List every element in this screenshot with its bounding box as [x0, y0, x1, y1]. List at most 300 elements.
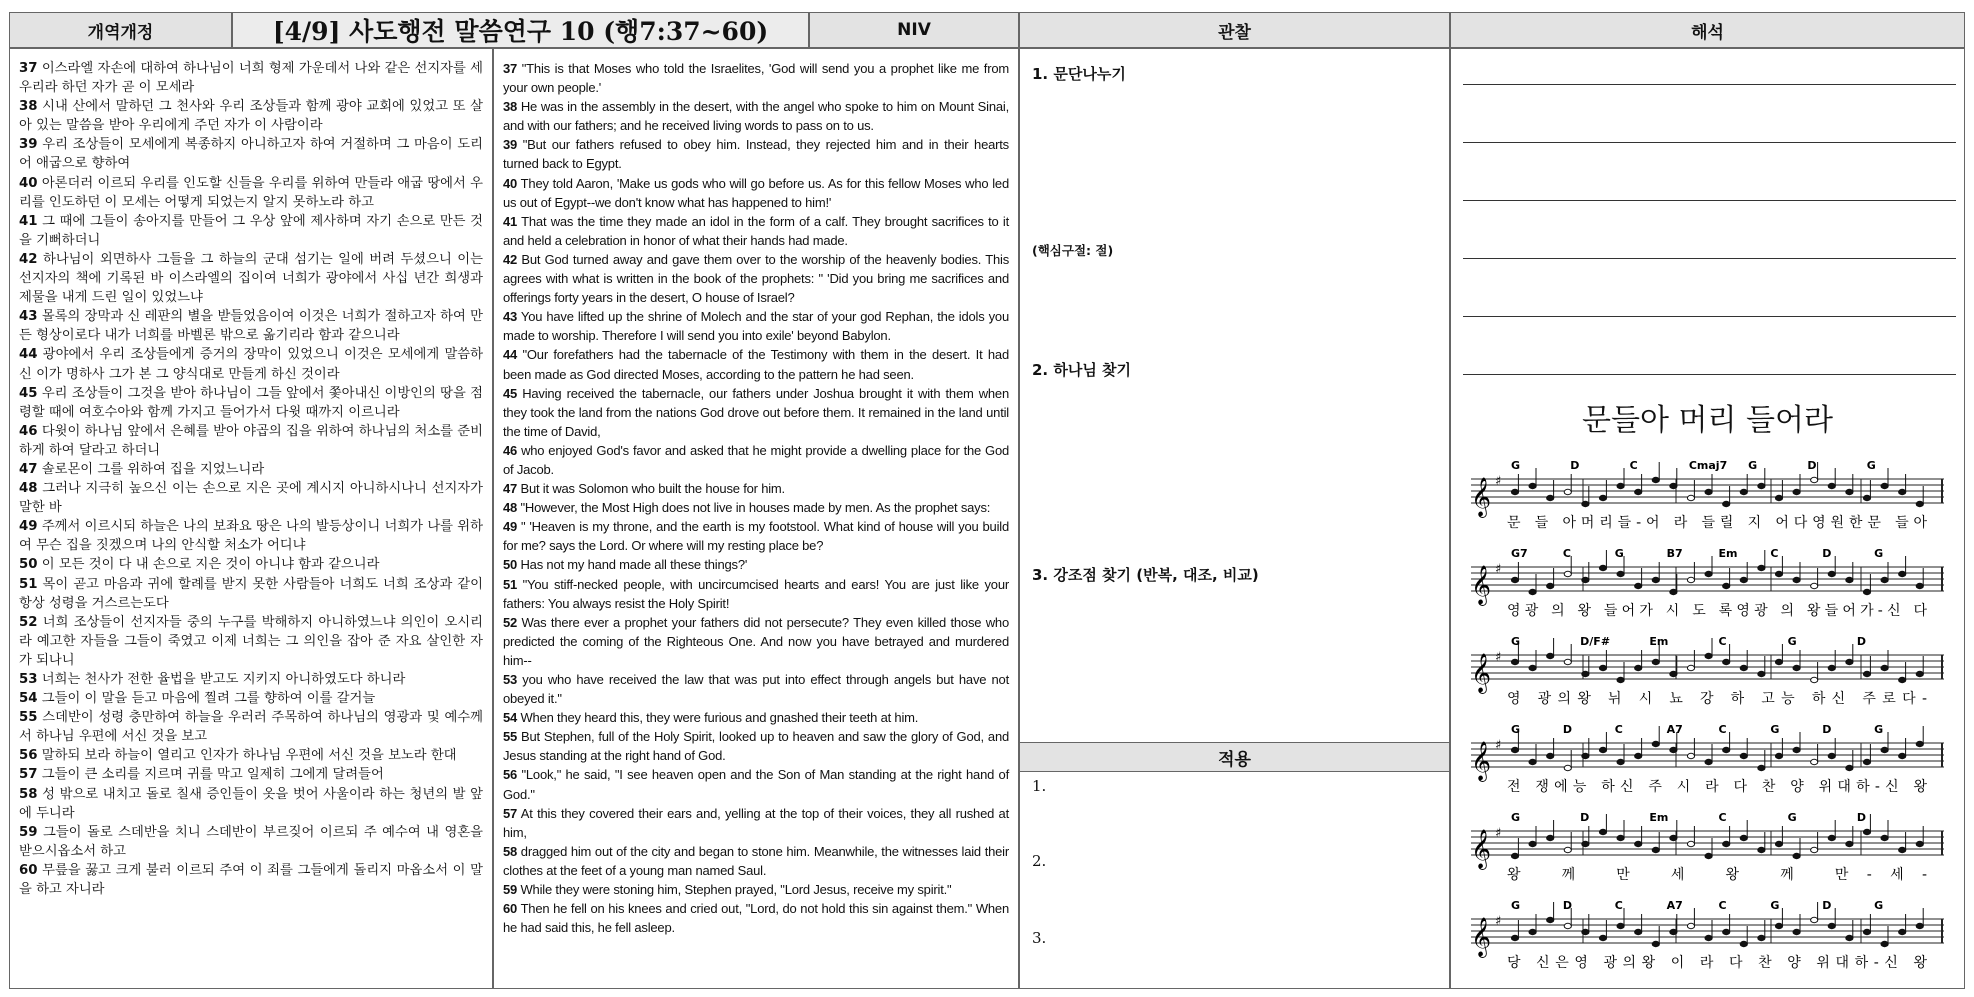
verse-number: 52 [19, 614, 38, 630]
treble-clef-icon: 𝄞 [1471, 565, 1492, 605]
note-head [1863, 495, 1870, 500]
staff-row [1471, 721, 1946, 809]
verse-text: Then he fell on his knees and cried out, "Lord, do not hold this sin against them." When he had said this, he fell asleep. [503, 901, 1009, 936]
song-title: 문들아 머리 들어라 [1582, 403, 1833, 438]
staff-row [1471, 633, 1946, 721]
writing-line [1463, 258, 1956, 259]
note-head [1529, 665, 1536, 670]
verse-text: 이 모든 것이 다 내 손으로 지은 것이 아니냐 함과 같으니라 [41, 557, 380, 573]
note-head [1599, 665, 1606, 670]
note-head [1564, 489, 1571, 494]
note-head [1881, 747, 1888, 752]
chord-symbol: C [1718, 811, 1727, 824]
verse-text: 이스라엘 자손에 대하여 하나님이 너희 형제 가운데서 나와 같은 선지자를 세우리라 하던 자가 곧 이 모세라 [19, 61, 483, 96]
note-head [1828, 483, 1835, 488]
chord-symbol: C [1629, 459, 1638, 472]
chord-symbol: C [1718, 723, 1727, 736]
note-head [1564, 765, 1571, 770]
verse [503, 765, 1009, 803]
chord-symbol: A7 [1666, 899, 1683, 912]
verse-number: 41 [503, 213, 518, 229]
note-head [1652, 477, 1659, 482]
chord-symbol: G [1511, 635, 1521, 648]
note-head [1635, 841, 1642, 846]
verse [503, 384, 1009, 441]
observe-header [1019, 12, 1450, 48]
verse-number: 38 [19, 99, 38, 115]
note-head [1529, 841, 1536, 846]
verse-text: At this they covered their ears and, yelling at the top of their voices, they all rushed at him, [503, 805, 1010, 840]
chord-symbol: G [1748, 459, 1758, 472]
note-head [1670, 835, 1677, 840]
verse-text: 그들이 이 말을 듣고 마음에 찔려 그를 향하여 이를 갈거늘 [41, 691, 376, 707]
note-head [1617, 483, 1624, 488]
verse-number: 53 [19, 672, 38, 687]
verse-text: who enjoyed God's favor and asked that he might provide a dwelling place for the God of Jacob. [503, 442, 1009, 477]
note-head [1511, 747, 1518, 752]
staff-row [1471, 457, 1946, 545]
note-head [1775, 841, 1782, 846]
note-head [1529, 929, 1536, 934]
note-head [1793, 489, 1800, 494]
key-sharp-icon: ♯ [1495, 914, 1502, 929]
verse [503, 174, 1009, 212]
verse-text: Having received the tabernacle, our fathers under Joshua brought it with them when they took the land from the nations God drove out before them. It remained in the land until the time of David, [503, 385, 1009, 439]
note-head [1811, 677, 1818, 682]
note-head [1793, 853, 1800, 858]
krv-column [9, 48, 493, 989]
note-head [1916, 671, 1923, 676]
key-sharp-icon: ♯ [1495, 738, 1502, 753]
interpret-header [1450, 12, 1965, 48]
verse-number: 57 [19, 767, 38, 783]
lyric-line: 영광 의 왕 들어가 시 도 록영광 의 왕들어가-신 다 [1507, 603, 1927, 619]
verse-number: 54 [19, 691, 38, 707]
note-head [1617, 677, 1624, 682]
page-title-text: [4/9] 사도행전 말씀연구 10 (행7:37~60) [272, 17, 769, 46]
verse [503, 517, 1009, 555]
verse [503, 555, 1009, 574]
note-head [1899, 753, 1906, 758]
verse-number: 48 [503, 500, 518, 516]
note-head [1564, 659, 1571, 664]
verse [19, 708, 483, 746]
note-head [1670, 483, 1677, 488]
verse-text: " 'Heaven is my throne, and the earth is my footstool. What kind of house will you build for me? says the Lord. Or where will my resting place be? [503, 519, 1009, 554]
verse [19, 97, 483, 135]
chord-symbol: Em [1649, 635, 1669, 648]
note-head [1828, 835, 1835, 840]
verse-number: 58 [503, 843, 518, 859]
verse-text: 하나님이 외면하사 그들을 그 하늘의 군대 섬기는 일에 버려 두셨으니 이는 선지자의 책에 기록된 바 이스라엘의 집이여 너희가 광야에서 사십 년간 희생과 제물을 내게 드린 일이 있었느냐 [19, 251, 483, 306]
note-head [1511, 853, 1518, 858]
note-head [1511, 489, 1518, 494]
note-head [1599, 935, 1606, 940]
verse [19, 174, 483, 212]
note-head [1547, 835, 1554, 840]
verse-number: 49 [19, 519, 38, 535]
verse [503, 212, 1009, 250]
verse-text: 무릎을 꿇고 크게 불러 이르되 주여 이 죄를 그들에게 돌리지 마옵소서 이 말을 하고 자니라 [19, 862, 483, 898]
verse [503, 59, 1009, 97]
verse-text: 성 밖으로 내치고 돌로 칠새 증인들이 옷을 벗어 사울이라 하는 청년의 발 앞에 두니라 [19, 786, 483, 821]
chord-symbol: G [1511, 459, 1521, 472]
note-head [1582, 501, 1589, 506]
note-head [1617, 571, 1624, 576]
note-head [1687, 753, 1694, 758]
note-head [1705, 653, 1712, 658]
verse [503, 708, 1009, 727]
verse [19, 765, 483, 784]
niv-header [809, 12, 1019, 48]
interpret-header-label: 해석 [1691, 22, 1724, 43]
note-head [1846, 841, 1853, 846]
verse-text: 그들이 큰 소리를 지르며 귀를 막고 일제히 그에게 달려들어 [41, 767, 384, 783]
chord-symbol: Cmaj7 [1688, 459, 1728, 472]
verse [503, 250, 1009, 307]
chord-symbol: D/F# [1580, 635, 1611, 648]
note-head [1916, 841, 1923, 846]
verse [19, 384, 483, 422]
verse [19, 670, 483, 689]
chord-symbol: B7 [1666, 547, 1683, 560]
chord-symbol: C [1718, 635, 1727, 648]
verse [503, 880, 1009, 899]
verse-number: 45 [503, 385, 518, 401]
note-head [1635, 665, 1642, 670]
note-head [1582, 929, 1589, 934]
note-head [1899, 571, 1906, 576]
verse-text: 말하되 보라 하늘이 열리고 인자가 하나님 우편에 서신 것을 보노라 한대 [41, 748, 457, 764]
verse-text: 너희 조상들이 선지자들 중의 누구를 박해하지 아니하였느냐 의인이 오시리라 예고한 자들을 그들이 죽였고 이제 너희는 그 의인을 잡아 준 자요 살인한 자가 되나니 [19, 614, 483, 668]
note-head [1758, 765, 1765, 770]
note-head [1687, 923, 1694, 928]
verse-text: 그 때에 그들이 송아지를 만들어 그 우상 앞에 제사하며 자기 손으로 만든 것을 기뻐하더니 [19, 213, 483, 248]
chord-symbol: G [1787, 811, 1797, 824]
treble-clef-icon: 𝄞 [1471, 917, 1492, 957]
verse-text: 너희는 천사가 전한 율법을 받고도 지키지 아니하였도다 하니라 [41, 672, 406, 687]
note-head [1511, 935, 1518, 940]
verse-number: 51 [503, 576, 518, 592]
verse-number: 57 [503, 805, 518, 821]
treble-clef-icon: 𝄞 [1471, 829, 1492, 869]
note-head [1599, 565, 1606, 570]
chord-symbol: G [1511, 811, 1521, 824]
note-head [1758, 483, 1765, 488]
note-head [1547, 495, 1554, 500]
verse [503, 479, 1009, 498]
note-head [1723, 659, 1730, 664]
note-head [1599, 829, 1606, 834]
verse [503, 307, 1009, 345]
verse [503, 899, 1009, 937]
verse [503, 345, 1009, 383]
note-head [1846, 577, 1853, 582]
note-head [1687, 577, 1694, 582]
note-head [1652, 847, 1659, 852]
note-head [1811, 917, 1818, 922]
verse-text: 우리 조상들이 모세에게 복종하지 아니하고자 하여 거절하며 그 마음이 도리어 애굽으로 향하여 [19, 137, 483, 172]
note-head [1670, 671, 1677, 676]
verse [19, 479, 483, 517]
note-head [1775, 495, 1782, 500]
niv-verse-list [494, 49, 1018, 937]
verse-number: 47 [19, 461, 38, 477]
verse-text: He was in the assembly in the desert, with the angel who spoke to him on Mount Sinai, and with our fathers; and he received living words to pass on to us. [503, 99, 1009, 134]
note-head [1916, 741, 1923, 746]
verse [19, 135, 483, 173]
verse-number: 49 [503, 519, 518, 535]
note-head [1899, 929, 1906, 934]
verse-number: 60 [503, 901, 518, 917]
note-head [1529, 483, 1536, 488]
note-head [1705, 935, 1712, 940]
verse-number: 59 [19, 824, 38, 840]
note-head [1687, 665, 1694, 670]
sheet-music [1471, 457, 1946, 985]
verse-number: 56 [503, 767, 518, 783]
key-sharp-icon: ♯ [1495, 562, 1502, 577]
verse [19, 460, 483, 479]
verse-number: 40 [503, 175, 518, 191]
chord-symbol: D [1856, 811, 1866, 824]
verse-number: 39 [19, 137, 38, 153]
note-head [1811, 847, 1818, 852]
verse-number: 51 [19, 576, 38, 592]
note-head [1881, 941, 1888, 946]
verse [503, 135, 1009, 173]
verse [19, 746, 483, 765]
note-head [1881, 835, 1888, 840]
verse-text: Was there ever a prophet your fathers did not persecute? They even killed those who predicted the coming of the Righteous One. And now you have betrayed and murdered him-- [503, 614, 1009, 668]
staff-row [1471, 545, 1946, 633]
note-head [1599, 495, 1606, 500]
chord-symbol: G [1511, 723, 1521, 736]
verse-text: 우리 조상들이 그것을 받아 하나님이 그들 앞에서 쫓아내신 이방인의 땅을 점령할 때에 여호수아와 함께 가지고 들어가서 다윗 때까지 이르니라 [19, 385, 483, 420]
verse [503, 727, 1009, 765]
note-head [1740, 665, 1747, 670]
verse [19, 307, 483, 345]
note-head [1846, 489, 1853, 494]
chord-symbol: C [1770, 547, 1779, 560]
verse-number: 53 [503, 672, 518, 687]
verse [503, 842, 1009, 880]
writing-line [1463, 200, 1956, 201]
note-head [1652, 741, 1659, 746]
worksheet [9, 12, 1965, 989]
lyric-line: 왕 께 만 세 왕 께 만-세- [1507, 867, 1927, 883]
verse-number: 41 [19, 213, 38, 229]
verse-text: 목이 곧고 마음과 귀에 할례를 받지 못한 사람들아 너희도 너희 조상과 같이 항상 성령을 거스르는도다 [19, 576, 483, 611]
verse-text: dragged him out of the city and began to stone him. Meanwhile, the witnesses laid their clothes at the feet of a young man named Saul. [503, 843, 1009, 878]
verse-number: 45 [19, 385, 38, 401]
chord-symbol: C [1614, 899, 1623, 912]
note-head [1635, 583, 1642, 588]
verse-number: 42 [19, 251, 38, 267]
note-head [1863, 929, 1870, 934]
verse-text: 다윗이 하나님 앞에서 은혜를 받아 야곱의 집을 위하여 하나님의 처소를 준비하게 하여 달라고 하더니 [19, 423, 483, 458]
note-head [1881, 483, 1888, 488]
apply-item-3: 3. [1032, 929, 1047, 947]
chord-symbol: D [1580, 811, 1590, 824]
note-head [1775, 571, 1782, 576]
apply-item-2: 2. [1032, 852, 1047, 870]
key-sharp-icon: ♯ [1495, 474, 1502, 489]
verse-number: 46 [19, 423, 38, 439]
note-head [1529, 589, 1536, 594]
niv-column [493, 48, 1019, 989]
treble-clef-icon: 𝄞 [1471, 741, 1492, 781]
verse-number: 40 [19, 175, 38, 191]
note-head [1740, 753, 1747, 758]
verse-text: "This is that Moses who told the Israelites, 'God will send you a prophet like me from your own people.' [503, 61, 1009, 96]
chord-symbol: G [1874, 723, 1884, 736]
verse [503, 441, 1009, 479]
note-head [1740, 835, 1747, 840]
verse-text: 그들이 돌로 스데반을 치니 스데반이 부르짖어 이르되 주 예수여 내 영혼을 받으시옵소서 하고 [19, 824, 483, 859]
krv-header [9, 12, 232, 48]
verse-number: 47 [503, 481, 518, 497]
note-head [1916, 501, 1923, 506]
note-head [1811, 477, 1818, 482]
verse-number: 54 [503, 710, 518, 726]
note-head [1582, 841, 1589, 846]
note-head [1687, 495, 1694, 500]
verse-number: 55 [503, 729, 518, 745]
note-head [1582, 577, 1589, 582]
note-head [1511, 659, 1518, 664]
note-head [1723, 841, 1730, 846]
note-head [1705, 571, 1712, 576]
note-head [1635, 489, 1642, 494]
staff-row [1471, 897, 1946, 985]
verse [503, 498, 1009, 517]
verse-text: "But our fathers refused to obey him. Instead, they rejected him and in their hearts turned back to Egypt. [503, 137, 1009, 172]
verse-number: 42 [503, 251, 518, 267]
note-head [1846, 765, 1853, 770]
note-head [1881, 577, 1888, 582]
writing-line [1463, 316, 1956, 317]
chord-symbol: C [1718, 899, 1727, 912]
verse-text: 시내 산에서 말하던 그 천사와 우리 조상들과 함께 광야 교회에 있었고 또 살아 있는 말씀을 받아 우리에게 주던 자가 이 사람이라 [19, 99, 483, 134]
note-head [1758, 565, 1765, 570]
note-head [1811, 583, 1818, 588]
verse-number: 44 [19, 347, 38, 363]
note-head [1547, 583, 1554, 588]
verse-number: 50 [19, 557, 38, 573]
chord-symbol: D [1856, 635, 1866, 648]
verse-number: 37 [503, 61, 518, 76]
note-head [1811, 759, 1818, 764]
note-head [1775, 659, 1782, 664]
chord-symbol: G [1874, 547, 1884, 560]
chord-symbol: G [1511, 899, 1521, 912]
treble-clef-icon: 𝄞 [1471, 653, 1492, 693]
verse-number: 37 [19, 61, 38, 76]
verse-number: 46 [503, 442, 518, 458]
note-head [1863, 671, 1870, 676]
verse [19, 345, 483, 383]
verse-text: They told Aaron, 'Make us gods who will go before us. As for this fellow Moses who led us out of Egypt--we don't know what has happened to him!' [503, 175, 1009, 210]
chord-symbol: G [1770, 723, 1780, 736]
lyric-line: 문 들 아머리들-어 라 들릴 지 어다영원한문 들아 [1507, 515, 1927, 531]
chord-symbol: Em [1718, 547, 1738, 560]
writing-line [1463, 374, 1956, 375]
note-head [1670, 747, 1677, 752]
note-head [1793, 665, 1800, 670]
verse [19, 823, 483, 861]
verse [503, 613, 1009, 670]
verse-text: "You stiff-necked people, with uncircumcised hearts and ears! You are just like your fathers: You always resist the Holy Spirit! [503, 576, 1009, 611]
note-head [1529, 759, 1536, 764]
note-head [1582, 671, 1589, 676]
verse-number: 44 [503, 347, 518, 363]
verse-number: 58 [19, 786, 38, 802]
note-head [1687, 841, 1694, 846]
observe-column [1019, 48, 1450, 989]
note-head [1846, 935, 1853, 940]
note-head [1617, 835, 1624, 840]
note-head [1881, 665, 1888, 670]
verse-number: 60 [19, 862, 38, 878]
niv-header-label: NIV [897, 20, 931, 40]
note-head [1723, 929, 1730, 934]
verse-number: 43 [503, 309, 518, 325]
note-head [1828, 571, 1835, 576]
verse-text: 아론더러 이르되 우리를 인도할 신들을 우리를 위하여 만들라 애굽 땅에서 우리를 인도하던 이 모세는 어떻게 되었는지 알지 못하노라 하고 [19, 175, 483, 210]
note-head [1705, 853, 1712, 858]
verse-text: But it was Solomon who built the house for him. [520, 481, 785, 497]
verse [19, 422, 483, 460]
chord-symbol: D [1562, 899, 1573, 912]
chord-symbol: D [1570, 459, 1580, 472]
note-head [1775, 753, 1782, 758]
verse-text: "However, the Most High does not live in houses made by men. As the prophet says: [520, 500, 991, 516]
verse-text: That was the time they made an idol in the form of a calf. They brought sacrifices to it and held a celebration in honor of what their hands had made. [503, 213, 1009, 248]
note-head [1758, 671, 1765, 676]
verse-number: 59 [503, 882, 518, 898]
chord-symbol: G7 [1511, 547, 1528, 560]
verse [19, 59, 483, 97]
chord-symbol: D [1562, 723, 1573, 736]
verse-text: But God turned away and gave them over to the worship of the heavenly bodies. This agrees with what is written in the book of the prophets: " 'Did you bring me sacrifices and offerings forty years in the desert, O house of Israel? [503, 251, 1010, 306]
key-sharp-icon: ♯ [1495, 650, 1502, 665]
verse [19, 575, 483, 613]
note-head [1740, 489, 1747, 494]
verse-text: When they heard this, they were furious and gnashed their teeth at him. [520, 710, 919, 726]
chord-symbol: D [1822, 899, 1832, 912]
verse-number: 48 [19, 481, 38, 497]
chord-symbol: G [1614, 547, 1624, 560]
note-head [1564, 571, 1571, 576]
chord-symbol: G [1770, 899, 1780, 912]
note-head [1670, 589, 1677, 594]
verse-text: While they were stoning him, Stephen prayed, "Lord Jesus, receive my spirit." [520, 882, 952, 898]
chord-symbol: D [1807, 459, 1817, 472]
lyric-line: 당 신은영 광의왕 이 라 다 찬 양 위대하-신 왕 [1507, 955, 1927, 971]
note-head [1863, 829, 1870, 834]
verse-text: You have lifted up the shrine of Molech and the star of your god Rephan, the idols you made to worship. Therefore I will send you into exile' beyond Babylon. [503, 309, 1009, 344]
verse-number: 55 [19, 710, 38, 726]
verse-number: 56 [19, 748, 38, 764]
apply-header-label: 적용 [1218, 749, 1251, 770]
note-head [1828, 753, 1835, 758]
note-head [1635, 929, 1642, 934]
note-head [1828, 665, 1835, 670]
verse [19, 250, 483, 307]
chord-symbol: G [1866, 459, 1876, 472]
verse-text: "Our forefathers had the tabernacle of the Testimony with them in the desert. It had been made as God directed Moses, according to the pattern he had seen. [503, 347, 1009, 382]
